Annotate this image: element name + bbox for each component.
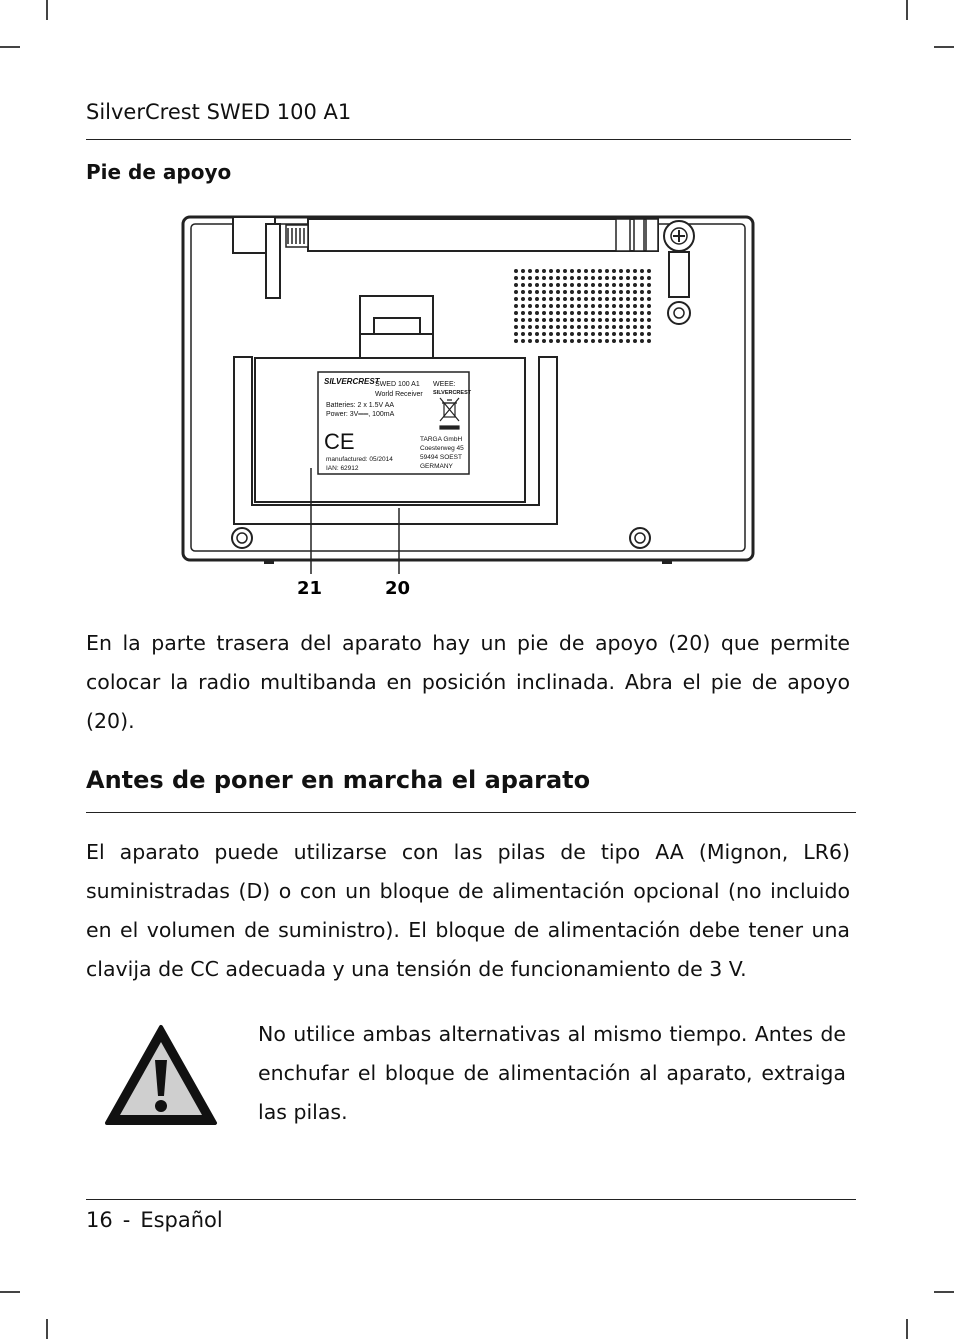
callout-20: 20 <box>385 578 411 599</box>
crop-mark <box>46 1319 48 1339</box>
label-manufactured: manufactured: 05/2014 <box>326 456 393 463</box>
speaker-grille <box>511 266 651 346</box>
crop-mark <box>0 46 20 48</box>
label-power: Power: 3V══, 100mA <box>326 411 395 418</box>
label-street: Coesterweg 45 <box>420 445 464 452</box>
label-ce-mark: CE <box>324 429 355 454</box>
label-city: 59494 SOEST <box>420 454 462 461</box>
page-number: 16 <box>86 1208 113 1232</box>
label-model: SWED 100 A1 <box>375 381 420 388</box>
page-footer <box>86 1208 223 1232</box>
section-heading: Antes de poner en marcha el aparato <box>86 766 591 794</box>
warning-text: No utilice ambas alternativas al mismo tiempo. Antes de enchufar el bloque de alimentación al aparato, extraiga las pilas. <box>258 1022 846 1124</box>
figure-heading: Pie de apoyo <box>86 160 232 184</box>
crop-mark <box>906 0 908 20</box>
radio-back-figure <box>180 212 760 604</box>
running-header: SilverCrest SWED 100 A1 <box>86 100 352 124</box>
label-weee-brand: SILVERCREST <box>433 390 472 396</box>
warning-triangle-icon <box>104 1024 218 1126</box>
paragraph-power: El aparato puede utilizarse con las pilas de tipo AA (Mignon, LR6) suministradas (D) o con un bloque de alimentación opcional (no incluido en el volumen de suministro). El bloque de alimentación debe tener una clavija de CC adecuada y una tensión de funcionamiento de 3 V. <box>86 840 850 981</box>
crop-mark <box>934 46 954 48</box>
label-company: TARGA GmbH <box>420 436 463 443</box>
label-weee: WEEE: <box>433 381 456 388</box>
paragraph-stand: En la parte trasera del aparato hay un pie de apoyo (20) que permite colocar la radio multibanda en posición inclinada. Abra el pie de apoyo (20). <box>86 631 850 733</box>
label-ian: IAN: 62912 <box>326 465 359 472</box>
header-rule <box>86 139 851 140</box>
callout-21: 21 <box>297 578 323 599</box>
screw <box>232 528 252 548</box>
crop-mark <box>906 1319 908 1339</box>
label-batteries: Batteries: 2 x 1.5V AA <box>326 402 395 409</box>
crop-mark <box>46 0 48 20</box>
label-brand: SILVERCREST <box>324 377 380 386</box>
label-product: World Receiver <box>375 391 423 398</box>
footer-language: Español <box>140 1208 223 1232</box>
footer-rule <box>86 1199 856 1200</box>
footer-separator: - <box>122 1208 131 1232</box>
crop-mark <box>0 1291 20 1293</box>
section-rule <box>86 812 856 813</box>
crop-mark <box>934 1291 954 1293</box>
label-country: GERMANY <box>420 463 453 470</box>
screw <box>630 528 650 548</box>
